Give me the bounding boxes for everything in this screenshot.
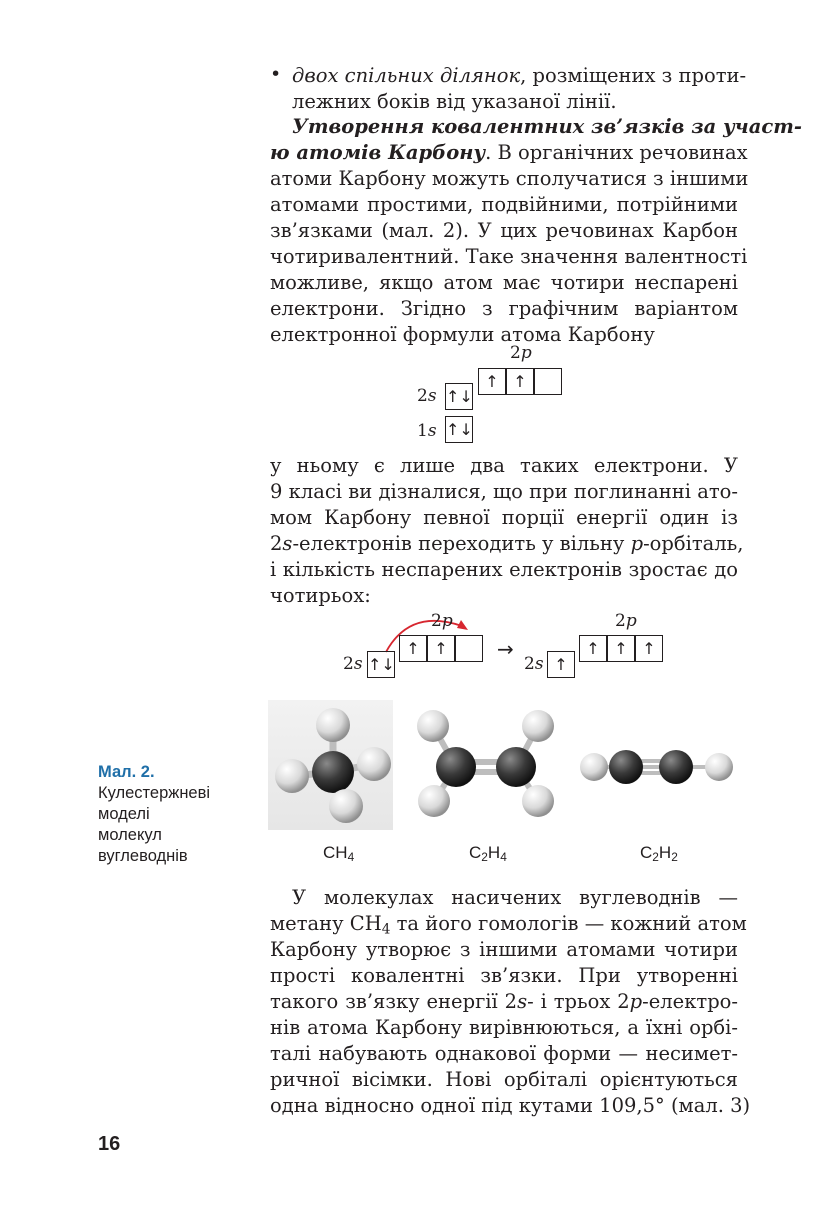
orbital-cell-2s: ↑: [547, 651, 575, 678]
label-1s: 1s: [417, 421, 437, 441]
label-2s: 2s: [343, 654, 363, 674]
section-heading: Утворення ковалентних зв’язків за участ-: [292, 115, 802, 138]
orbital-cell-2p: [455, 635, 483, 662]
ethyne-label: $C_2H_2$: [640, 843, 678, 864]
text-line: ричної вісімки. Нові орбіталі орієнтуються: [270, 1068, 738, 1091]
orbital-cell-2p: ↑: [427, 635, 455, 662]
label-2s: 2s: [524, 654, 544, 674]
text-line: атомами простими, подвійними, потрійними: [270, 193, 738, 216]
methane-label: $CH_4$: [323, 843, 355, 864]
orbital-cell-2p: ↑: [399, 635, 427, 662]
orbital-cell-2p: ↑: [635, 635, 663, 662]
text-line: 9 класі ви дізналися, що при поглинанні ато-: [270, 480, 738, 503]
caption-line: вуглеводнів: [98, 847, 188, 865]
text-line: метану $CH_4$ та його гомологів — кожний атом: [270, 912, 747, 938]
orbital-cell-2p: ↑: [607, 635, 635, 662]
text-line: атоми Карбону можуть сполучатися з іншими: [270, 167, 749, 190]
caption-line: Кулестержневі: [98, 784, 211, 802]
molecule-models-svg: [266, 700, 744, 832]
ethyne-model: [580, 750, 733, 784]
orbital-cell-1s: ↑↓: [445, 416, 473, 443]
text-line: чотирьох:: [270, 584, 371, 607]
text-line: у ньому є лише два таких електрони. У: [270, 454, 738, 477]
text-line: такого зв’язку енергії 2s- і трьох 2p-електро-: [270, 990, 738, 1013]
orbital-cell-2p: [534, 368, 562, 395]
text-line: нів атома Карбону вирівнюються, а їхні орбі-: [270, 1016, 738, 1039]
text-line: мом Карбону певної порції енергії один із: [270, 506, 738, 529]
ethene-label: $C_2H_4$: [469, 843, 507, 864]
text-line: чотиривалентний. Таке значення валентності: [270, 245, 748, 268]
text-line: і кількість неспарених електронів зростає до: [270, 558, 738, 581]
methane-model: [268, 700, 393, 830]
text-line: можливе, якщо атом має чотири неспарені: [270, 271, 738, 294]
orbital-cell-2s: ↑↓: [445, 383, 473, 410]
text-line: лежних боків від указаної лінії.: [292, 90, 617, 113]
reaction-arrow-icon: →: [497, 637, 514, 661]
orbital-cell-2p: ↑: [506, 368, 534, 395]
text-line: електрони. Згідно з графічним варіантом: [270, 297, 738, 320]
orbital-cell-2s: ↑↓: [367, 651, 395, 678]
ethene-model: [417, 710, 554, 817]
bullet-symbol: •: [270, 63, 282, 85]
text-line: Карбону утворює з іншими атомами чотири: [270, 938, 738, 961]
text-line: двох спільних ділянок, розміщених з проти-: [292, 64, 747, 87]
figure-caption: [98, 762, 258, 867]
caption-title: Мал. 2.: [98, 763, 155, 781]
text-line: прості ковалентні зв’язки. При утворенні: [270, 964, 738, 987]
orbital-cell-2p: ↑: [478, 368, 506, 395]
text-line: електронної формули атома Карбону: [270, 323, 655, 346]
text-line: ю атомів Карбону. В органічних речовинах: [270, 141, 748, 164]
text-line: талі набувають однакової форми — несимет-: [270, 1042, 738, 1065]
text-line: одна відносно одної під кутами 109,5° (мал. 3): [270, 1094, 751, 1117]
molecule-models-figure: [266, 700, 744, 832]
label-2p: 2p: [510, 343, 532, 363]
label-2s: 2s: [417, 386, 437, 406]
label-2p: 2p: [615, 611, 637, 631]
text-line: зв’язками (мал. 2). У цих речовинах Карбон: [270, 219, 738, 242]
label-2p: 2p: [431, 611, 453, 631]
caption-line: молекул: [98, 826, 162, 844]
orbital-cell-2p: ↑: [579, 635, 607, 662]
caption-line: моделі: [98, 805, 150, 823]
text-line: 2s-електронів переходить у вільну p-орбіталь,: [270, 532, 744, 555]
text-line: У молекулах насичених вуглеводнів —: [292, 886, 738, 909]
page-number: 16: [98, 1133, 121, 1155]
